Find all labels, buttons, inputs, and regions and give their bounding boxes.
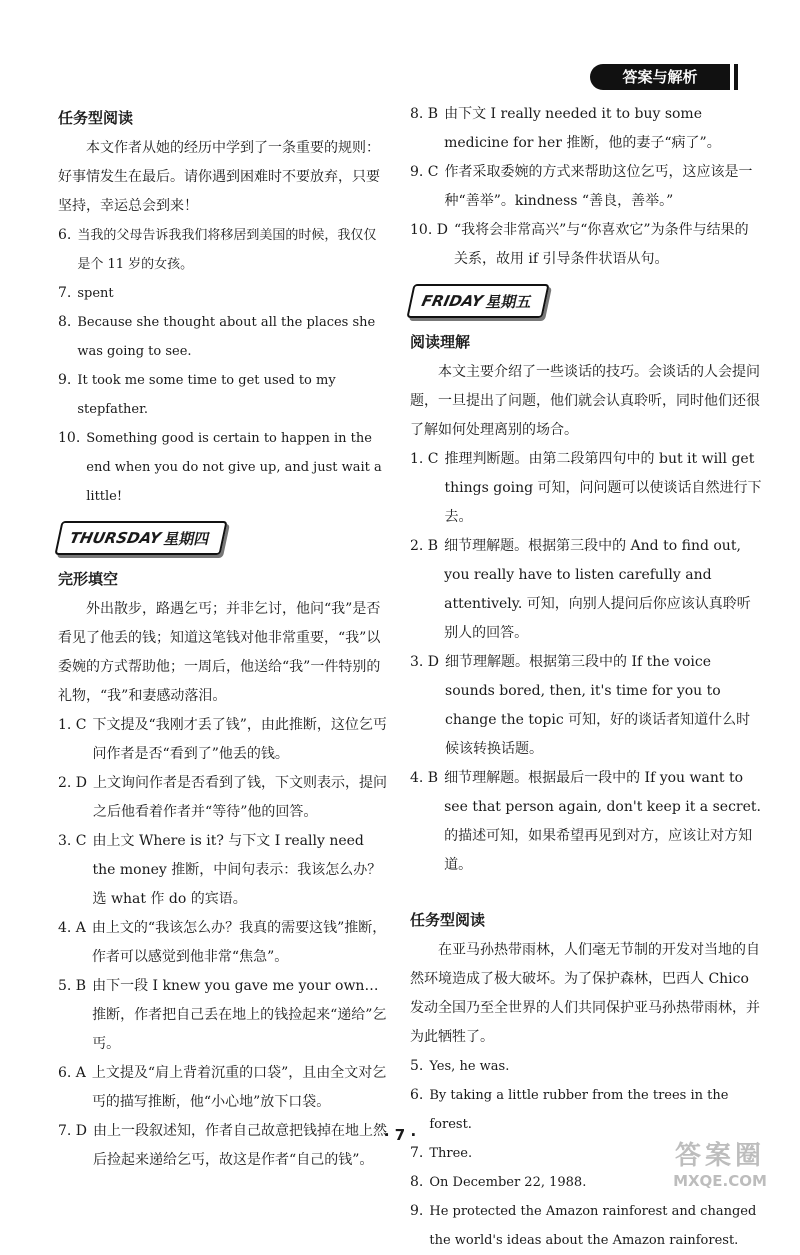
answer-text: 由上一段叙述知，作者自己故意把钱掉在地上然后捡起来递给乞丐，故这是作者“自己的钱”。 <box>93 1123 388 1168</box>
answer-item <box>58 279 388 308</box>
answer-number: 4. A <box>58 920 86 936</box>
answer-item <box>58 1059 388 1117</box>
answer-text: 由下文 I really needed it to buy some medicine for her 推断，他的妻子“病了”。 <box>444 106 721 151</box>
answer-number: 5. <box>410 1058 424 1074</box>
day-banner-en: FRIDAY <box>420 292 485 310</box>
section-title-cloze: 完形填空 <box>58 570 119 588</box>
answer-number: 10. <box>58 430 81 446</box>
answer-item <box>58 424 388 511</box>
answer-number: 4. B <box>410 770 439 786</box>
answer-text: He protected the Amazon rainforest and changed the world's ideas about the Amazon rainforest. <box>429 1204 757 1248</box>
answer-text: Yes, he was. <box>429 1059 510 1074</box>
answer-number: 8. B <box>410 106 439 122</box>
answer-number: 1. C <box>410 451 439 467</box>
answer-text: spent <box>77 286 114 301</box>
answer-text: 作者采取委婉的方式来帮助这位乞丐，这应该是一种“善举”。kindness “善良，善举。” <box>444 164 753 209</box>
section-title-task-reading: 任务型阅读 <box>410 911 486 929</box>
day-banner-en: THURSDAY <box>68 529 163 547</box>
day-banner-friday <box>406 284 549 318</box>
answer-text: Something good is certain to happen in the end when you do not give up, and just wait a little! <box>86 431 382 504</box>
answer-number: 7. D <box>58 1123 88 1139</box>
section-summary: 外出散步，路遇乞丐；并非乞讨，他问“我”是否看见了他丢的钱；知道这笔钱对他非常重要，“我”以委婉的方式帮助他；一周后，他送给“我”一件特别的礼物，“我”和妻感动落泪。 <box>58 601 381 704</box>
answer-list <box>58 221 388 511</box>
answer-item <box>410 216 762 274</box>
answer-text: By taking a little rubber from the trees in the forest. <box>429 1088 729 1132</box>
answer-text: 由下一段 I knew you gave me your own… 推断，作者把自己丢在地上的钱捡起来“递给”乞丐。 <box>92 978 387 1052</box>
answer-text: It took me some time to get used to my stepfather. <box>77 373 336 417</box>
answer-text: Three. <box>429 1146 473 1161</box>
answer-item <box>58 308 388 366</box>
answer-item <box>58 914 388 972</box>
answer-list <box>410 445 762 880</box>
answer-text: 细节理解题。根据最后一段中的 If you want to see that person again, don't keep it a secret. 的描述可知，如果希望再见到对方，应该让对方知道。 <box>444 770 761 873</box>
day-banner-cn: 星期四 <box>162 529 212 548</box>
answer-item <box>58 711 388 769</box>
answer-item <box>410 764 762 880</box>
answer-number: 9. C <box>410 164 439 180</box>
answer-text: 下文提及“我刚才丢了钱”，由此推断，这位乞丐问作者是否“看到了”他丢的钱。 <box>92 717 387 762</box>
answer-item <box>410 1081 762 1139</box>
header-section-tag: 答案与解析 <box>590 64 730 90</box>
answer-number: 7. <box>58 285 72 301</box>
section-summary: 本文主要介绍了一些谈话的技巧。会谈话的人会提问题，一旦提出了问题，他们就会认真聆听，同时他们还很了解如何处理离别的场合。 <box>410 364 760 438</box>
answer-list <box>410 100 762 274</box>
answer-number: 6. <box>58 227 72 243</box>
answer-text: 细节理解题。根据第三段中的 And to find out, you really have to listen carefully and attentively. 可知，向别人提问后你应该认真聆听别人的回答。 <box>444 538 751 641</box>
answer-number: 8. <box>58 314 72 330</box>
answer-number: 2. D <box>58 775 88 791</box>
answer-number: 10. D <box>410 222 448 238</box>
answer-text: 当我的父母告诉我我们将移居到美国的时候，我仅仅是个 11 岁的女孩。 <box>77 228 377 272</box>
answer-number: 8. <box>410 1174 424 1190</box>
answer-item <box>58 769 388 827</box>
answer-text: 由上文 Where is it? 与下文 I really need the money 推断，中间句表示：我该怎么办？选 what 作 do 的宾语。 <box>92 833 382 907</box>
watermark-url: MXQE.COM <box>673 1172 767 1190</box>
answer-text: Because she thought about all the places she was going to see. <box>77 315 376 359</box>
answer-number: 3. D <box>410 654 440 670</box>
day-banner-cn: 星期五 <box>484 292 534 311</box>
section-title-task-reading: 任务型阅读 <box>58 109 134 127</box>
answer-item <box>58 221 388 279</box>
watermark-logo <box>650 1140 790 1195</box>
section-summary: 在亚马孙热带雨林，人们毫无节制的开发对当地的自然环境造成了极大破坏。为了保护森林，巴西人 Chico 发动全国乃至全世界的人们共同保护亚马孙热带雨林，并为此牺牲了。 <box>410 942 760 1045</box>
answer-number: 6. <box>410 1087 424 1103</box>
answer-text: 上文提及“肩上背着沉重的口袋”，且由全文对乞丐的描写推断，他“小心地”放下口袋。 <box>91 1065 387 1110</box>
answer-item <box>410 1052 762 1081</box>
answer-item <box>58 366 388 424</box>
watermark-cn: 答案圈 <box>674 1141 765 1171</box>
right-column <box>410 100 762 1255</box>
left-column <box>58 100 388 1175</box>
answer-item <box>410 532 762 648</box>
answer-item <box>58 827 388 914</box>
answer-number: 3. C <box>58 833 87 849</box>
answer-text: 细节理解题。根据第三段中的 If the voice sounds bored, then, it's time for you to change the topic 可知，好的谈话者知道什么时候该转换话题。 <box>445 654 751 757</box>
section-title-reading-comprehension: 阅读理解 <box>410 333 471 351</box>
answer-item <box>58 972 388 1059</box>
answer-number: 5. B <box>58 978 87 994</box>
answer-item <box>410 158 762 216</box>
answer-item <box>410 445 762 532</box>
answer-item <box>58 1117 388 1175</box>
answer-number: 9. <box>58 372 72 388</box>
answer-number: 9. <box>410 1203 424 1219</box>
answer-text: 推理判断题。由第二段第四句中的 but it will get things going 可知，问问题可以使谈话自然进行下去。 <box>444 451 762 525</box>
section-summary: 本文作者从她的经历中学到了一条重要的规则：好事情发生在最后。请你遇到困难时不要放弃，只要坚持，幸运总会到来！ <box>58 140 380 214</box>
answer-item <box>410 100 762 158</box>
answer-list <box>58 711 388 1175</box>
answer-text: On December 22, 1988. <box>429 1175 587 1190</box>
answer-number: 6. A <box>58 1065 86 1081</box>
answer-item <box>410 1197 762 1255</box>
answer-text: 由上文的“我该怎么办？我真的需要这钱”推断，作者可以感觉到他非常“焦急”。 <box>91 920 387 965</box>
header-bar <box>734 64 738 90</box>
page-number: · 7 · <box>383 1126 417 1144</box>
answer-item <box>410 648 762 764</box>
day-banner-thursday <box>54 521 227 555</box>
answer-number: 1. C <box>58 717 87 733</box>
answer-number: 2. B <box>410 538 439 554</box>
answer-text: 上文询问作者是否看到了钱，下文则表示，提问之后他看着作者并“等待”他的回答。 <box>93 775 388 820</box>
answer-number: 7. <box>410 1145 424 1161</box>
answer-text: “我将会非常高兴”与“你喜欢它”为条件与结果的关系，故用 if 引导条件状语从句。 <box>453 222 749 267</box>
